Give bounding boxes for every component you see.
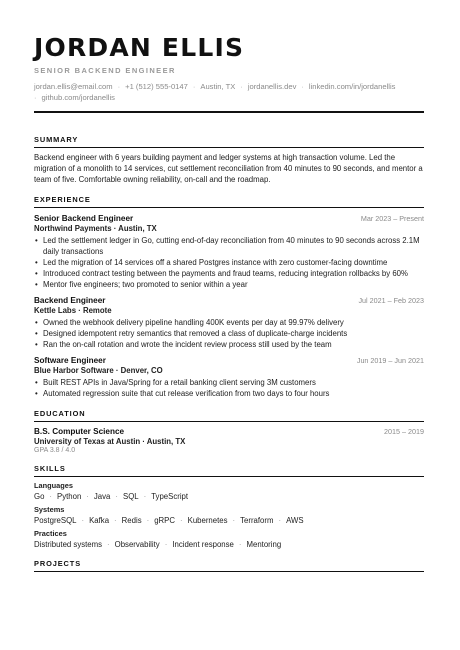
separator: · <box>34 93 37 102</box>
header-divider <box>34 111 424 113</box>
skill-group-label: Practices <box>34 529 67 538</box>
school: University of Texas at Austin · Austin, TX <box>34 437 186 446</box>
job-entry <box>34 214 424 290</box>
skill-group <box>34 481 424 501</box>
contact-location: Austin, TX <box>200 82 236 91</box>
skill-group <box>34 505 424 525</box>
degree: B.S. Computer Science <box>34 427 125 436</box>
separator: · <box>301 82 304 91</box>
experience-section <box>34 195 424 399</box>
education-date: 2015 – 2019 <box>384 427 424 436</box>
skill-group-label: Languages <box>34 481 74 490</box>
job-bullet: • Introduced contract testing between the payments and fraud teams, reducing integration rollbacks by 60% <box>35 269 408 278</box>
job-date: Jun 2019 – Jun 2021 <box>356 356 424 365</box>
skill-items: PostgreSQL · Kafka · Redis · gRPC · Kubernetes · Terraform · AWS <box>34 516 304 525</box>
job-bullet: • Built REST APIs in Java/Spring for a retail banking client serving 3M customers <box>35 378 316 387</box>
skill-items: Distributed systems · Observability · Incident response · Mentoring <box>34 540 282 549</box>
skills-heading: SKILLS <box>34 464 424 477</box>
job-entry <box>34 356 424 399</box>
job-date: Mar 2023 – Present <box>360 214 424 223</box>
education-entry <box>34 427 424 454</box>
summary-heading: SUMMARY <box>34 135 424 148</box>
projects-section <box>34 559 424 572</box>
job-bullet: • Mentor five engineers; two promoted to senior within a year <box>35 280 248 289</box>
candidate-name: JORDAN ELLIS <box>34 33 245 62</box>
contact-phone[interactable]: +1 (512) 555-0147 <box>125 82 188 91</box>
contact-email[interactable]: jordan.ellis@email.com <box>34 82 113 91</box>
education-section <box>34 409 424 454</box>
job-bullet: • Owned the webhook delivery pipeline handling 400K events per day at 99.97% delivery <box>35 318 344 327</box>
contact-line <box>34 81 424 103</box>
job-bullet: • Led the migration of 14 services off a shared Postgres instance with zero customer-facing downtime <box>35 258 388 267</box>
job-bullet: • Led the settlement ledger in Go, cutting end-of-day reconciliation from 40 minutes to 90 seconds across 2.1M daily transactions <box>35 236 420 256</box>
job-bullet: • Designed idempotent retry semantics that removed a class of duplicate-charge incidents <box>35 329 348 338</box>
contact-github[interactable]: github.com/jordanellis <box>41 93 115 102</box>
skill-group <box>34 529 424 549</box>
education-heading: EDUCATION <box>34 409 424 422</box>
experience-heading: EXPERIENCE <box>34 195 424 208</box>
skills-section <box>34 464 424 549</box>
job-bullet: • Automated regression suite that cut release verification from two days to four hours <box>35 389 330 398</box>
job-title: Software Engineer <box>34 356 106 365</box>
job-org: Blue Harbor Software · Denver, CO <box>34 366 163 375</box>
summary-text: Backend engineer with 6 years building payment and ledger systems at high transaction volume. Led the migration of a monolith to 14 services, cut settlement reconciliation from 40 minutes to 90 seconds, and mentor a team of five. Comfortable owning reliability, on-call and the roadmap. <box>34 153 423 184</box>
separator: · <box>192 82 196 91</box>
summary-section <box>34 135 424 185</box>
separator: · <box>240 82 243 91</box>
contact-website[interactable]: jordanellis.dev <box>247 82 297 91</box>
job-title: Senior Backend Engineer <box>34 214 134 223</box>
job-org: Kettle Labs · Remote <box>34 306 112 315</box>
candidate-title: SENIOR BACKEND ENGINEER <box>34 66 176 75</box>
job-entry <box>34 296 424 350</box>
resume-page <box>34 34 424 572</box>
job-date: Jul 2021 – Feb 2023 <box>358 296 424 305</box>
skill-group-label: Systems <box>34 505 65 514</box>
job-bullet: • Ran the on-call rotation and wrote the incident review process still used by the team <box>35 340 332 349</box>
contact-linkedin[interactable]: linkedin.com/in/jordanellis <box>308 82 396 91</box>
separator: · <box>117 82 121 91</box>
gpa: GPA 3.8 / 4.0 <box>34 447 76 454</box>
skill-items: Go · Python · Java · SQL · TypeScript <box>34 492 189 501</box>
job-title: Backend Engineer <box>34 296 106 305</box>
projects-heading: PROJECTS <box>34 559 424 572</box>
job-org: Northwind Payments · Austin, TX <box>34 224 157 233</box>
